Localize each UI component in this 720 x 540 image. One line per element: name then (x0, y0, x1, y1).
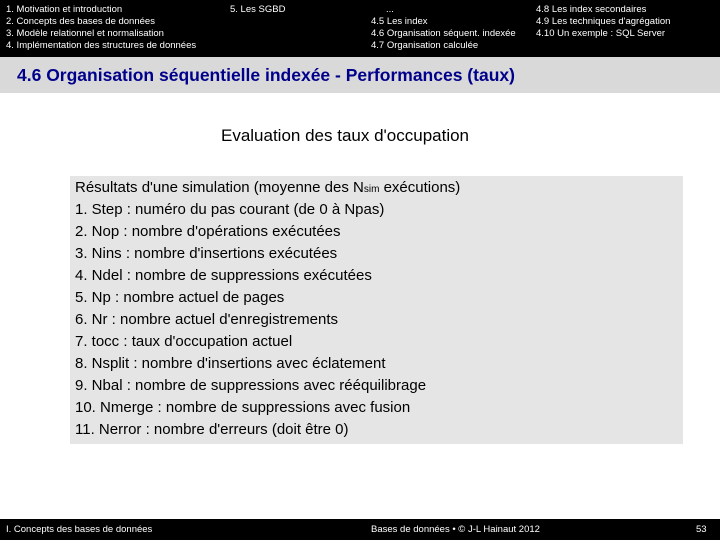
nav-section-4-8[interactable]: 4.8 Les index secondaires (536, 4, 647, 15)
chapter-nav (0, 0, 362, 57)
nav-chapter-2[interactable]: 2. Concepts des bases de données (6, 16, 155, 27)
nav-chapter-3[interactable]: 3. Modèle relationnel et normalisation (6, 28, 164, 39)
slide-subtitle: Evaluation des taux d'occupation (220, 126, 470, 145)
nav-chapter-4[interactable]: 4. Implémentation des structures de données (6, 40, 197, 51)
nav-chapter-1[interactable]: 1. Motivation et introduction (6, 4, 123, 15)
results-heading-post: exécutions) (379, 179, 461, 196)
results-heading (75, 179, 460, 196)
list-item: 10. Nmerge : nombre de suppressions avec fusion (75, 399, 411, 416)
list-item: 4. Ndel : nombre de suppressions exécutées (75, 267, 372, 284)
list-item: 9. Nbal : nombre de suppressions avec rééquilibrage (75, 377, 427, 394)
nav-section-4-10[interactable]: 4.10 Un exemple : SQL Server (536, 28, 666, 39)
list-item: 11. Nerror : nombre d'erreurs (doit être 0) (75, 421, 349, 438)
results-box (70, 176, 683, 444)
footer-chapter: I. Concepts des bases de données (6, 524, 153, 535)
footer-copyright: Bases de données • © J-L Hainaut 2012 (371, 524, 540, 535)
nav-section-ellipsis[interactable]: ... (386, 4, 394, 15)
footer-bar (0, 519, 720, 540)
top-navigation-bar (0, 0, 720, 57)
nav-section-4-6[interactable]: 4.6 Organisation séquent. indexée (371, 28, 516, 39)
list-item: 1. Step : numéro du pas courant (de 0 à Npas) (75, 201, 385, 218)
section-nav (362, 0, 720, 57)
slide-title-bar (0, 57, 720, 93)
list-item: 5. Np : nombre actuel de pages (75, 289, 285, 306)
nav-section-4-5[interactable]: 4.5 Les index (371, 16, 428, 27)
list-item: 2. Nop : nombre d'opérations exécutées (75, 223, 341, 240)
list-item: 6. Nr : nombre actuel d'enregistrements (75, 311, 338, 328)
list-item: 8. Nsplit : nombre d'insertions avec éclatement (75, 355, 386, 372)
list-item: 3. Nins : nombre d'insertions exécutées (75, 245, 338, 262)
nav-section-4-7[interactable]: 4.7 Organisation calculée (371, 40, 479, 51)
nav-section-4-9[interactable]: 4.9 Les techniques d'agrégation (536, 16, 671, 27)
nav-chapter-5[interactable]: 5. Les SGBD (230, 4, 286, 15)
page-number: 53 (696, 524, 707, 535)
list-item: 7. tocc : taux d'occupation actuel (75, 333, 293, 350)
results-heading-sub: sim (363, 184, 380, 195)
results-heading-pre: Résultats d'une simulation (moyenne des N (75, 179, 364, 196)
slide-title: 4.6 Organisation séquentielle indexée - Performances (taux) (17, 65, 515, 85)
